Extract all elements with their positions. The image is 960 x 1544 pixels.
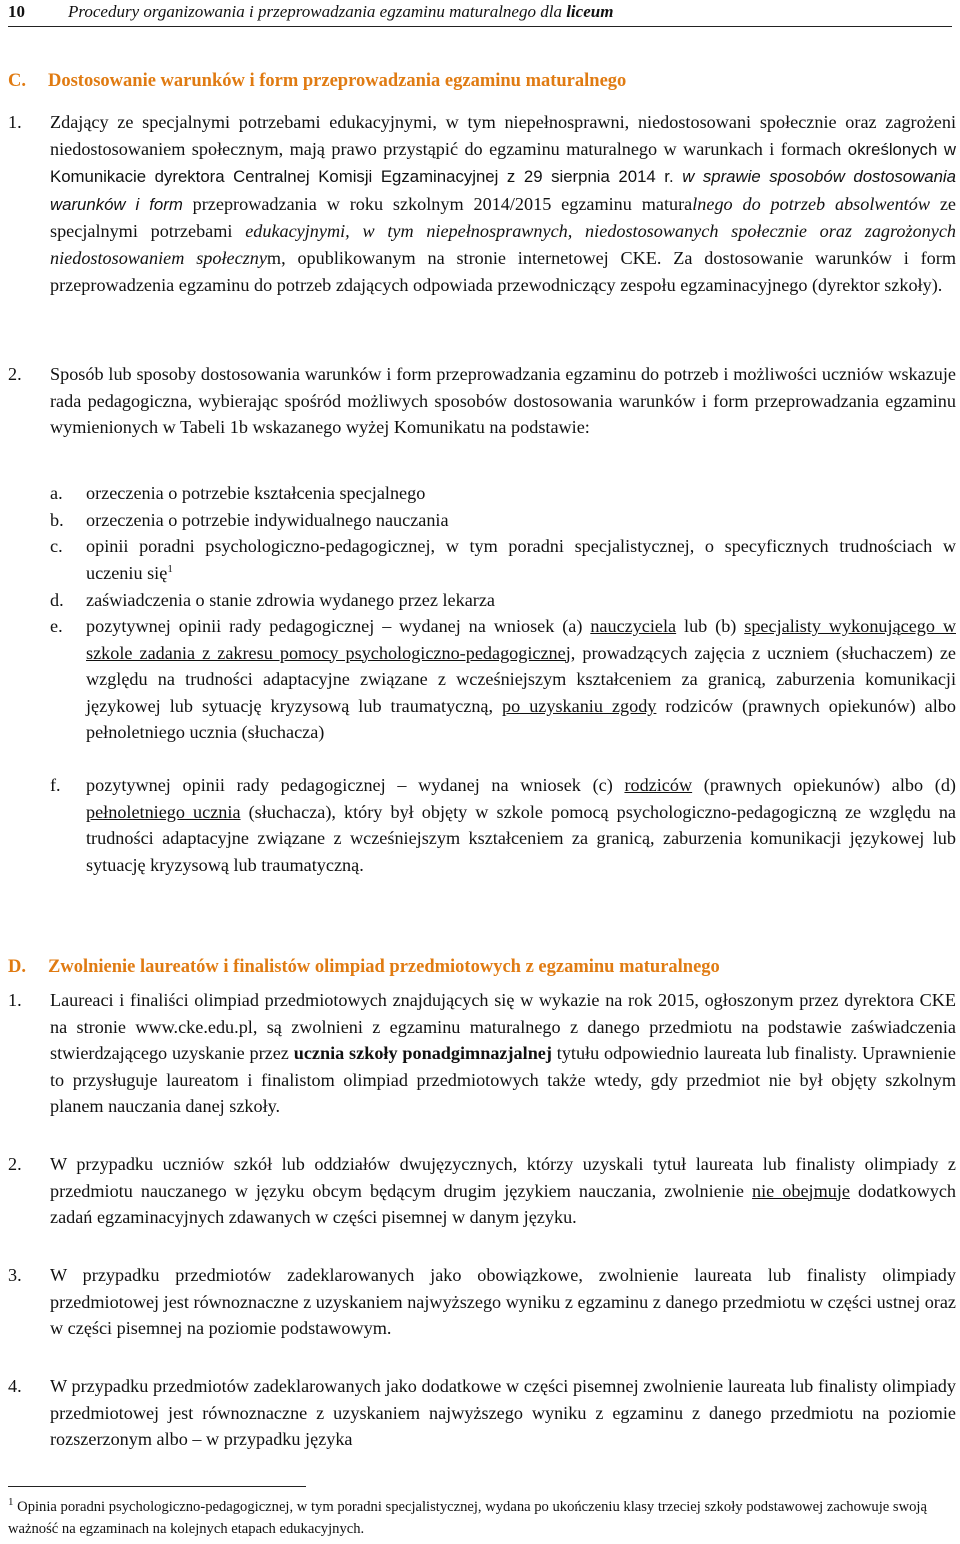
section-c-letter: C. — [8, 71, 26, 91]
section-d-item-1: 1. Laureaci i finaliści olimpiad przedmiotowych znajdujących się w wykazie na rok 2015, ogłoszonym przez dyrektora CKE na stronie www.cke.edu.pl, są zwolnieni z egzaminu maturalnego z danego przedmiotu na podstawie zaświadczenia stwierdzającego uzyskanie przez ucznia szkoły ponadgimnazjalnej tytułu odpowiednio laureata lub finalisty. Uprawnienie to przysługuje laureatom i finalistom olimpiad przedmiotowych także wtedy, gdy przedmiot nie był objęty szkolnym planem nauczania danej szkoły. — [8, 990, 956, 1117]
footnote-ref: 1 — [167, 562, 173, 575]
section-d-letter: D. — [8, 957, 26, 977]
item-number: 2. — [8, 364, 22, 384]
section-c-item-1 — [8, 109, 956, 298]
item-number: 1. — [8, 112, 22, 132]
list-item-e: e. pozytywnej opinii rady pedagogicznej – wydanej na wniosek (a) nauczyciela lub (b) specjalisty wykonującego w szkole zadania z zakresu pomocy psychologiczno-pedagogicznej, prowadzących zajęcia z uczniem (słuchaczem) ze względu na trudności adaptacyjne związane z wcześniejszym kształceniem za granicą, zaburzenia komunikacji językowej lub sytuację kryzysową lub traumatyczną, po uzyskaniu zgody rodziców (prawnych opiekunów) albo pełnoletniego ucznia (słuchacza) — [50, 616, 956, 743]
list-item-a: a. orzeczenia o potrzebie kształcenia specjalnego — [50, 483, 426, 503]
section-c-item-2 — [8, 361, 956, 441]
list-item-d: d. zaświadczenia o stanie zdrowia wydanego przez lekarza — [50, 590, 495, 610]
section-c-title: Dostosowanie warunków i form przeprowadzania egzaminu maturalnego — [48, 71, 627, 91]
section-d-title: Zwolnienie laureatów i finalistów olimpiad przedmiotowych z egzaminu maturalnego — [48, 957, 720, 977]
list-item-b: b. orzeczenia o potrzebie indywidualnego nauczania — [50, 510, 449, 530]
header-title: Procedury organizowania i przeprowadzania egzaminu maturalnego dla liceum — [68, 2, 614, 21]
section-d-item-4: 4. W przypadku przedmiotów zadeklarowanych jako dodatkowe w części pisemnej zwolnienie laureata lub finalisty olimpiady przedmiotowej jest równoznaczne z uzyskaniem najwyższego wyniku z egzaminu z danego przedmiotu na poziomie rozszerzonym albo – w przypadku języka — [8, 1376, 956, 1450]
item-text: Sposób lub sposoby dostosowania warunków i form przeprowadzania egzaminu do potrzeb i możliwości uczniów wskazuje rada pedagogiczna, wybierając spośród możliwych sposobów dostosowania warunków i form przeprowadzania egzaminu wymienionych w Tabeli 1b wskazanego wyżej Komunikatu na podstawie: — [50, 364, 956, 438]
page-number: 10 — [8, 2, 25, 21]
section-d-heading — [8, 957, 720, 978]
footnote-divider — [8, 1486, 306, 1487]
section-d-item-2: 2. W przypadku uczniów szkół lub oddziałów dwujęzycznych, którzy uzyskali tytuł laureata lub finalisty olimpiady z przedmiotu nauczanego w języku obcym będącym drugim językiem nauczania, zwolnienie nie obejmuje dodatkowych zadań egzaminacyjnych zdawanych w części pisemnej w danym języku. — [8, 1154, 956, 1228]
section-d-item-3: 3. W przypadku przedmiotów zadeklarowanych jako obowiązkowe, zwolnienie laureata lub finalisty olimpiady przedmiotowej jest równoznaczne z uzyskaniem najwyższego wyniku z egzaminu z danego przedmiotu w części ustnej oraz w części pisemnej na poziomie podstawowym. — [8, 1265, 956, 1339]
list-item-f: f. pozytywnej opinii rady pedagogicznej – wydanej na wniosek (c) rodziców (prawnych opiekunów) albo (d) pełnoletniego ucznia (słuchacza), który był objęty w szkole pomocą psychologiczno-pedagogiczną ze względu na trudności adaptacyjne związane z wcześniejszym kształceniem za granicą, zaburzenia komunikacji językowej lub sytuację kryzysową lub traumatyczną. — [50, 775, 957, 875]
page-header — [8, 0, 952, 27]
footnote: $^1$ Opinia poradni psychologiczno-pedagogicznej, w tym poradni specjalistycznej, wydana po ukończeniu klasy trzeciej szkoły podstawowej zachowuje swoją ważność na egzaminach na kolejnych etapach edukacyjnych. — [8, 1496, 927, 1537]
list-item-c: c. opinii poradni psychologiczno-pedagogicznej, w tym poradni specjalistycznej, o specyficznych trudnościach w uczeniu się$^1$ — [50, 536, 956, 583]
item-text: Zdający ze specjalnymi potrzebami edukacyjnymi, w tym niepełnosprawni, niedostosowani społecznie oraz zagrożeni niedostosowaniem społecznym, mają prawo przystąpić do egzaminu maturalnego w warunkach i formach określonych w Komunikacie dyrektora Centralnej Komisji Egzaminacyjnej z 29 sierpnia 2014 r. w sprawie sposobów dostosowania warunków i form przeprowadzania w roku szkolnym 2014/2015 egzaminu maturalnego do potrzeb absolwentów ze specjalnymi potrzebami edukacyjnymi, w tym niepełnosprawnych, niedostosowanych społecznie oraz zagrożonych niedostosowaniem społecznym, opublikowanym na stronie internetowej CKE. Za dostosowanie warunków i form przeprowadzenia egzaminu do potrzeb zdających odpowiada przewodniczący zespołu egzaminacyjnego (dyrektor szkoły). — [50, 112, 957, 295]
section-c-heading — [8, 71, 626, 92]
